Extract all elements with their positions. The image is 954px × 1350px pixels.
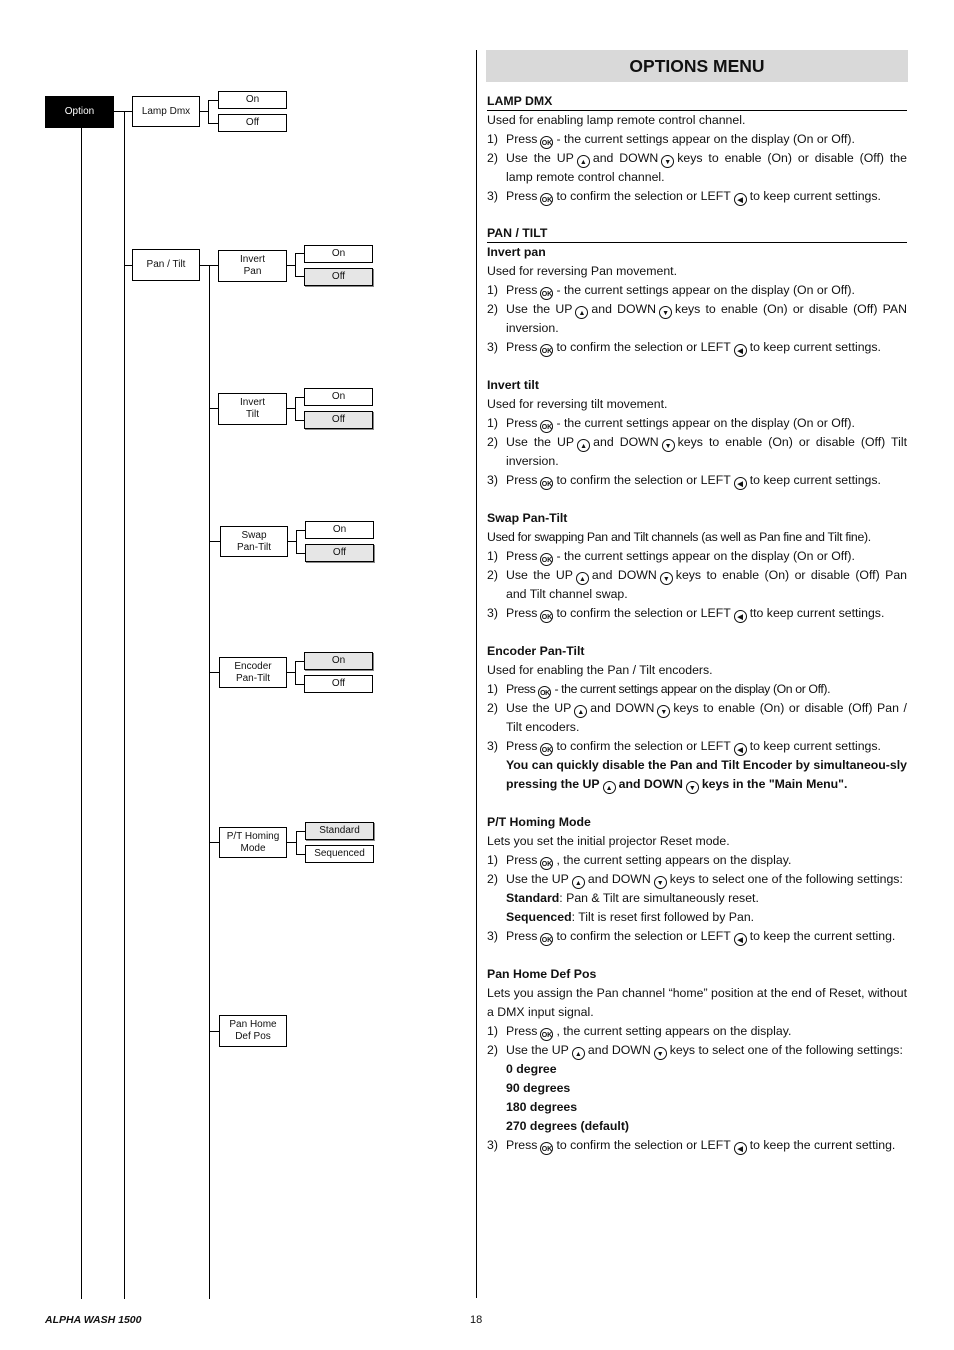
options-text-column: [487, 50, 907, 1155]
ok-key-icon: OK: [540, 553, 553, 566]
ok-key-icon: OK: [540, 287, 553, 300]
setting-option: 270 degrees (default): [506, 1119, 630, 1133]
section-description: Used for swapping Pan and Tilt channels (as well as Pan fine and Tilt fine).: [487, 530, 871, 544]
setting-option: Standard: Pan & Tilt are simultaneously reset.: [506, 891, 759, 905]
subsection-heading: Swap Pan-Tilt: [487, 511, 568, 525]
left-key-icon: ◀: [734, 933, 747, 946]
section-heading: LAMP DMX: [487, 93, 907, 111]
page-number: 18: [470, 1314, 483, 1326]
tree-node-swap-pan-tilt: Swap Pan-Tilt: [220, 526, 288, 557]
subsection-heading: P/T Homing Mode: [487, 815, 591, 829]
up-key-icon: ▲: [576, 572, 589, 585]
tree-node-invert-pan: Invert Pan: [218, 250, 287, 282]
tree-node-invert-tilt: Invert Tilt: [218, 393, 287, 425]
step: 2) Use the UP ▲ and DOWN ▼ keys to enable (On) or disable (Off) the lamp remote control channel.: [487, 151, 907, 184]
tree-root-option: Option: [45, 96, 114, 128]
tree-option-standard: Standard: [305, 822, 374, 840]
step: 2) Use the UP ▲ and DOWN ▼ keys to select one of the following settings:: [487, 1043, 903, 1058]
down-key-icon: ▼: [661, 155, 674, 168]
ok-key-icon: OK: [540, 420, 553, 433]
up-key-icon: ▲: [572, 876, 585, 889]
ok-key-icon: OK: [540, 857, 553, 870]
section-description: Used for reversing Pan movement.: [487, 264, 678, 278]
step: 2) Use the UP ▲ and DOWN ▼ keys to enable (On) or disable (Off) Pan and Tilt channel swap.: [487, 568, 907, 601]
step: 2) Use the UP ▲ and DOWN ▼ keys to select one of the following settings:: [487, 872, 903, 887]
tree-option-on: On: [304, 652, 373, 670]
setting-option: 90 degrees: [506, 1081, 571, 1095]
tree-option-off: Off: [304, 268, 373, 286]
down-key-icon: ▼: [654, 1047, 667, 1060]
up-key-icon: ▲: [577, 155, 590, 168]
step: 1) Press OK - the current settings appear on the display (On or Off).: [487, 132, 855, 147]
up-key-icon: ▲: [603, 781, 616, 794]
step: 3) Press OK to confirm the selection or LEFT ◀ to keep current settings.: [487, 340, 881, 355]
tree-option-off: Off: [304, 411, 373, 429]
tree-node-pan-tilt: Pan / Tilt: [132, 249, 200, 281]
step: 3) Press OK to confirm the selection or LEFT ◀ to keep the current setting.: [487, 929, 896, 944]
ok-key-icon: OK: [540, 933, 553, 946]
subsection-heading: Invert tilt: [487, 378, 539, 392]
setting-option: Sequenced: Tilt is reset first followed by Pan.: [506, 910, 755, 924]
ok-key-icon: OK: [540, 1142, 553, 1155]
ok-key-icon: OK: [538, 686, 551, 699]
tree-node-pan-home-def-pos: Pan Home Def Pos: [219, 1015, 287, 1047]
tree-node-encoder-pan-tilt: Encoder Pan-Tilt: [219, 657, 287, 688]
step: 3) Press OK to confirm the selection or LEFT ◀ to keep current settings.: [487, 473, 881, 488]
up-key-icon: ▲: [574, 705, 587, 718]
column-divider: [476, 50, 477, 1298]
step: 1) Press OK - the current settings appear on the display (On or Off).: [487, 682, 831, 697]
left-key-icon: ◀: [734, 610, 747, 623]
step: 1) Press OK , the current setting appears on the display.: [487, 853, 792, 868]
step: 1) Press OK - the current settings appear on the display (On or Off).: [487, 283, 855, 298]
ok-key-icon: OK: [540, 193, 553, 206]
down-key-icon: ▼: [659, 306, 672, 319]
step: 1) Press OK , the current setting appears on the display.: [487, 1024, 792, 1039]
tree-option-on: On: [218, 91, 287, 109]
left-key-icon: ◀: [734, 477, 747, 490]
page-title: OPTIONS MENU: [486, 50, 908, 82]
down-key-icon: ▼: [660, 572, 673, 585]
down-key-icon: ▼: [654, 876, 667, 889]
down-key-icon: ▼: [686, 781, 699, 794]
left-key-icon: ◀: [734, 1142, 747, 1155]
ok-key-icon: OK: [540, 136, 553, 149]
footer-model-name: ALPHA WASH 1500: [45, 1314, 142, 1326]
encoder-note: You can quickly disable the Pan and Tilt Encoder by simultaneou-sly pressing the UP ▲ and DOWN ▼ keys in the "Main Menu".: [506, 758, 907, 792]
step: 3) Press OK to confirm the selection or LEFT ◀ to keep current settings.: [487, 189, 881, 204]
step: 2) Use the UP ▲ and DOWN ▼ keys to enable (On) or disable (Off) PAN inversion.: [487, 302, 907, 335]
tree-option-off: Off: [304, 675, 373, 693]
left-key-icon: ◀: [734, 743, 747, 756]
down-key-icon: ▼: [662, 439, 675, 452]
step: 3) Press OK to confirm the selection or LEFT ◀ tto keep current settings.: [487, 606, 885, 621]
ok-key-icon: OK: [540, 477, 553, 490]
ok-key-icon: OK: [540, 344, 553, 357]
ok-key-icon: OK: [540, 610, 553, 623]
tree-option-off: Off: [218, 114, 287, 132]
down-key-icon: ▼: [657, 705, 670, 718]
section-description: Used for enabling lamp remote control channel.: [487, 113, 746, 127]
subsection-heading: Encoder Pan-Tilt: [487, 644, 585, 658]
step: 3) Press OK to confirm the selection or LEFT ◀ to keep current settings.: [487, 739, 881, 754]
ok-key-icon: OK: [540, 743, 553, 756]
subsection-heading: Invert pan: [487, 245, 546, 259]
up-key-icon: ▲: [572, 1047, 585, 1060]
up-key-icon: ▲: [577, 439, 590, 452]
step: 1) Press OK - the current settings appear on the display (On or Off).: [487, 416, 855, 431]
left-key-icon: ◀: [734, 344, 747, 357]
step: 2) Use the UP ▲ and DOWN ▼ keys to enable (On) or disable (Off) Tilt inversion.: [487, 435, 907, 468]
subsection-heading: Pan Home Def Pos: [487, 967, 597, 981]
ok-key-icon: OK: [540, 1028, 553, 1041]
setting-option: 180 degrees: [506, 1100, 578, 1114]
section-description: Used for reversing tilt movement.: [487, 397, 668, 411]
setting-option: 0 degree: [506, 1062, 557, 1076]
section-description: Lets you set the initial projector Reset mode.: [487, 834, 730, 848]
left-key-icon: ◀: [734, 193, 747, 206]
tree-option-on: On: [304, 245, 373, 263]
tree-option-off: Off: [305, 544, 374, 562]
section-description: Used for enabling the Pan / Tilt encoders.: [487, 663, 713, 677]
section-description: Lets you assign the Pan channel “home” position at the end of Reset, without a DMX input signal.: [487, 986, 907, 1019]
up-key-icon: ▲: [575, 306, 588, 319]
tree-node-lamp-dmx: Lamp Dmx: [132, 96, 200, 127]
tree-option-on: On: [305, 521, 374, 539]
tree-option-on: On: [304, 388, 373, 406]
step: 1) Press OK - the current settings appear on the display (On or Off).: [487, 549, 855, 564]
section-heading: PAN / TILT: [487, 225, 907, 243]
tree-option-sequenced: Sequenced: [305, 845, 374, 863]
tree-node-pt-homing-mode: P/T Homing Mode: [219, 827, 287, 858]
step: 3) Press OK to confirm the selection or LEFT ◀ to keep the current setting.: [487, 1138, 896, 1153]
step: 2) Use the UP ▲ and DOWN ▼ keys to enable (On) or disable (Off) Pan / Tilt encoders.: [487, 701, 907, 734]
